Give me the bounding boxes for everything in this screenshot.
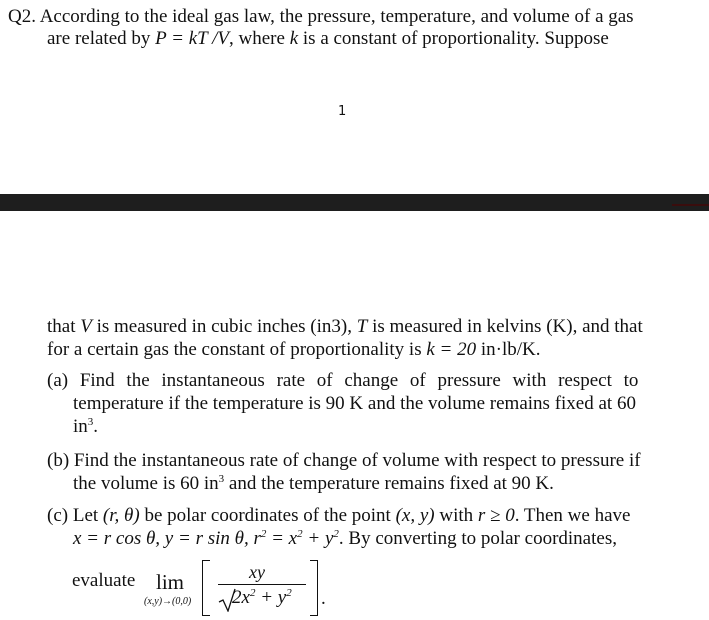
right-bracket bbox=[310, 560, 318, 616]
lim-subscript: (x,y)→(0,0) bbox=[144, 596, 192, 607]
part-c-line-2: x = r cos θ, y = r sin θ, $r^2 = x^2 + y^2$. By converting to polar coordinates, bbox=[73, 528, 617, 549]
part-b-line-2: the volume is 60 $in^3$ and the temperature remains fixed at 90 K. bbox=[73, 473, 554, 494]
left-bracket bbox=[202, 560, 210, 616]
question-line-2: are related by P = kT /V, where k is a constant of proportionality. Suppose bbox=[47, 28, 609, 49]
continuation-line-1: that V is measured in cubic inches (in3), T is measured in kelvins (K), and that bbox=[47, 316, 643, 337]
question-line-1 bbox=[8, 6, 634, 28]
continuation-line-2: for a certain gas the constant of proportionality is k = 20 in·lb/K. bbox=[47, 339, 541, 360]
lim-operator: lim bbox=[156, 570, 185, 594]
page-number: 1 bbox=[338, 104, 347, 119]
divider-accent bbox=[672, 204, 709, 206]
question-text-1: According to the ideal gas law, the pressure, temperature, and volume of a gas bbox=[39, 6, 634, 27]
page-divider-bar bbox=[0, 194, 709, 211]
fraction-bar bbox=[218, 584, 306, 585]
part-a-line-3: $in^3$. bbox=[73, 416, 99, 437]
ideal-gas-formula: P = kT /V bbox=[155, 28, 230, 49]
fraction-numerator: xy bbox=[249, 562, 265, 582]
fraction-denominator: $2x^2 + y^2$ bbox=[232, 587, 292, 608]
evaluate-label: evaluate bbox=[72, 570, 136, 591]
part-a-line-1: (a) Find the instantaneous rate of change of pressure with respect to bbox=[47, 370, 639, 391]
part-b-line-1: (b) Find the instantaneous rate of change of volume with respect to pressure if bbox=[47, 450, 641, 471]
part-c-line-1: (c) Let (r, θ) be polar coordinates of the point (x, y) with r ≥ 0. Then we have bbox=[47, 505, 631, 526]
part-a-line-2: temperature if the temperature is 90 K and the volume remains fixed at 60 bbox=[73, 393, 636, 414]
limit-expression bbox=[72, 560, 332, 620]
question-number: Q2. bbox=[8, 6, 36, 27]
period: . bbox=[321, 588, 326, 609]
k-value: k = 20 bbox=[426, 339, 477, 360]
